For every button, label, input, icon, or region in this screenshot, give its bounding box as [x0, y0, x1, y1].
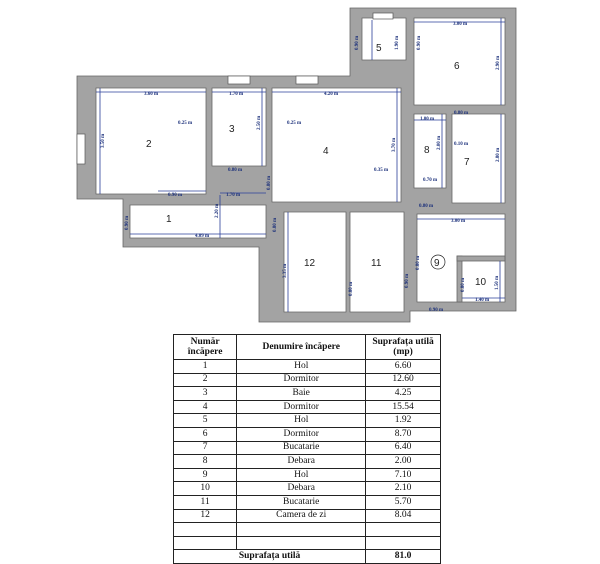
dim-r8-a: 0.70 m — [423, 178, 438, 183]
header-room-name: Denumire încăpere — [237, 335, 366, 360]
cell-number: 8 — [174, 455, 237, 469]
dim-r9-c: 0.90 m — [405, 273, 410, 288]
cell-area: 1.92 — [366, 414, 441, 428]
cell-name: Hol — [237, 360, 366, 374]
table-row — [174, 373, 441, 387]
cell-name: Camera de zi — [237, 509, 366, 523]
cell-area: 8.04 — [366, 509, 441, 523]
dim-r1-e: 0.80 m — [273, 217, 278, 232]
dimension-lines — [96, 18, 505, 312]
dim-r10-a: 0.80 m — [461, 277, 466, 292]
cell-name: Bucatarie — [237, 441, 366, 455]
cell-area: 2.00 — [366, 455, 441, 469]
cell-area — [366, 536, 441, 550]
walls — [77, 8, 516, 322]
dim-r5-a: 0.90 m — [417, 35, 422, 50]
header-room-number: Număr încăpere — [174, 335, 237, 360]
room-number-10: 10 — [475, 277, 487, 288]
area-table — [173, 334, 441, 564]
dim-r1-c: 4.09 m — [195, 234, 210, 239]
room-number-5: 5 — [376, 43, 382, 54]
total-label: Suprafața utilă — [174, 550, 366, 564]
dim-r8-width: 1.00 m — [420, 117, 435, 122]
dim-r4-width: 4.20 m — [324, 92, 339, 97]
room-number-7: 7 — [464, 157, 470, 168]
table-row — [174, 482, 441, 496]
room-number-4: 4 — [323, 146, 329, 157]
dim-r10-height: 1.50 m — [495, 275, 500, 290]
dim-r9-d: 0.80 m — [416, 255, 421, 270]
total-row — [174, 550, 441, 564]
cell-name: Hol — [237, 414, 366, 428]
cell-number: 4 — [174, 400, 237, 414]
dim-r7-a: 0.10 m — [454, 142, 469, 147]
dim-r7-height: 2.80 m — [496, 147, 501, 162]
table-row — [174, 468, 441, 482]
table-row — [174, 387, 441, 401]
dim-r6-height: 2.90 m — [496, 55, 501, 70]
empty-row — [174, 523, 441, 537]
room-number-2: 2 — [146, 139, 152, 150]
cell-number: 3 — [174, 387, 237, 401]
cell-name — [237, 523, 366, 537]
table-header-row — [174, 335, 441, 360]
cell-area: 15.54 — [366, 400, 441, 414]
cell-area: 5.70 — [366, 495, 441, 509]
cell-name: Bucatarie — [237, 495, 366, 509]
table-row — [174, 400, 441, 414]
table-body — [174, 360, 441, 564]
room-number-8: 8 — [424, 145, 430, 156]
dim-r12-height: 3.35 m — [283, 263, 288, 278]
room-number-9: 9 — [434, 258, 440, 269]
dim-r3-height: 2.50 m — [257, 115, 262, 130]
table-row — [174, 455, 441, 469]
table-row — [174, 360, 441, 374]
room-number-11: 11 — [371, 258, 382, 269]
cell-name: Debara — [237, 455, 366, 469]
cell-number: 9 — [174, 468, 237, 482]
cell-name: Dormitor — [237, 427, 366, 441]
dim-r1-b: 2.20 m — [215, 203, 220, 218]
table-row — [174, 414, 441, 428]
dim-r2-door: 0.90 m — [168, 193, 183, 198]
cell-number: 12 — [174, 509, 237, 523]
dim-r4-a: 0.25 m — [287, 121, 302, 126]
empty-row — [174, 536, 441, 550]
dim-r2-width: 3.60 m — [144, 92, 159, 97]
dimension-labels — [101, 22, 501, 313]
cell-number: 10 — [174, 482, 237, 496]
cell-area: 4.25 — [366, 387, 441, 401]
dim-r3-width: 1.70 m — [229, 92, 244, 97]
table-row — [174, 509, 441, 523]
windows — [77, 13, 393, 164]
cell-number — [174, 536, 237, 550]
cell-number: 5 — [174, 414, 237, 428]
dim-r4-b: 0.35 m — [374, 168, 389, 173]
room-number-3: 3 — [229, 124, 235, 135]
header-area: Suprafața utilă (mp) — [366, 335, 441, 360]
dim-r4-height: 3.70 m — [392, 137, 397, 152]
dim-r9-width: 3.00 m — [451, 219, 466, 224]
dim-r6-a: 0.80 m — [454, 111, 469, 116]
cell-area: 6.40 — [366, 441, 441, 455]
cell-area — [366, 523, 441, 537]
cell-area: 7.10 — [366, 468, 441, 482]
dim-r1-d: 0.90 m — [125, 215, 130, 230]
dim-r2-height: 3.50 m — [101, 133, 106, 148]
dim-r5-width: 0.90 m — [355, 35, 360, 50]
total-value: 81.0 — [366, 550, 441, 564]
cell-area: 8.70 — [366, 427, 441, 441]
cell-area: 6.60 — [366, 360, 441, 374]
room-number-12: 12 — [304, 258, 316, 269]
room-number-6: 6 — [454, 61, 460, 72]
table-row — [174, 495, 441, 509]
dim-r4-c: 0.80 m — [267, 175, 272, 190]
dim-r9-a: 0.80 m — [419, 204, 434, 209]
cell-name — [237, 536, 366, 550]
cell-area: 2.10 — [366, 482, 441, 496]
dim-r3-a: 0.25 m — [178, 121, 193, 126]
dim-r1-a: 1.70 m — [226, 193, 241, 198]
dim-r10-width: 1.40 m — [475, 298, 490, 303]
cell-name: Baie — [237, 387, 366, 401]
dim-r3-b: 0.80 m — [228, 168, 243, 173]
cell-name: Dormitor — [237, 373, 366, 387]
cell-name: Debara — [237, 482, 366, 496]
cell-number: 6 — [174, 427, 237, 441]
dim-r5-height: 1.90 m — [395, 35, 400, 50]
dim-r6-width: 3.00 m — [453, 22, 468, 27]
table-row — [174, 441, 441, 455]
cell-name: Hol — [237, 468, 366, 482]
cell-number: 11 — [174, 495, 237, 509]
cell-number: 2 — [174, 373, 237, 387]
cell-number — [174, 523, 237, 537]
table-row — [174, 427, 441, 441]
dim-r9-b: 0.90 m — [429, 308, 444, 313]
dim-r8-height: 2.00 m — [437, 135, 442, 150]
cell-number: 7 — [174, 441, 237, 455]
cell-name: Dormitor — [237, 400, 366, 414]
dim-r11-a: 0.80 m — [349, 281, 354, 296]
cell-number: 1 — [174, 360, 237, 374]
room-number-1: 1 — [166, 214, 172, 225]
cell-area: 12.60 — [366, 373, 441, 387]
